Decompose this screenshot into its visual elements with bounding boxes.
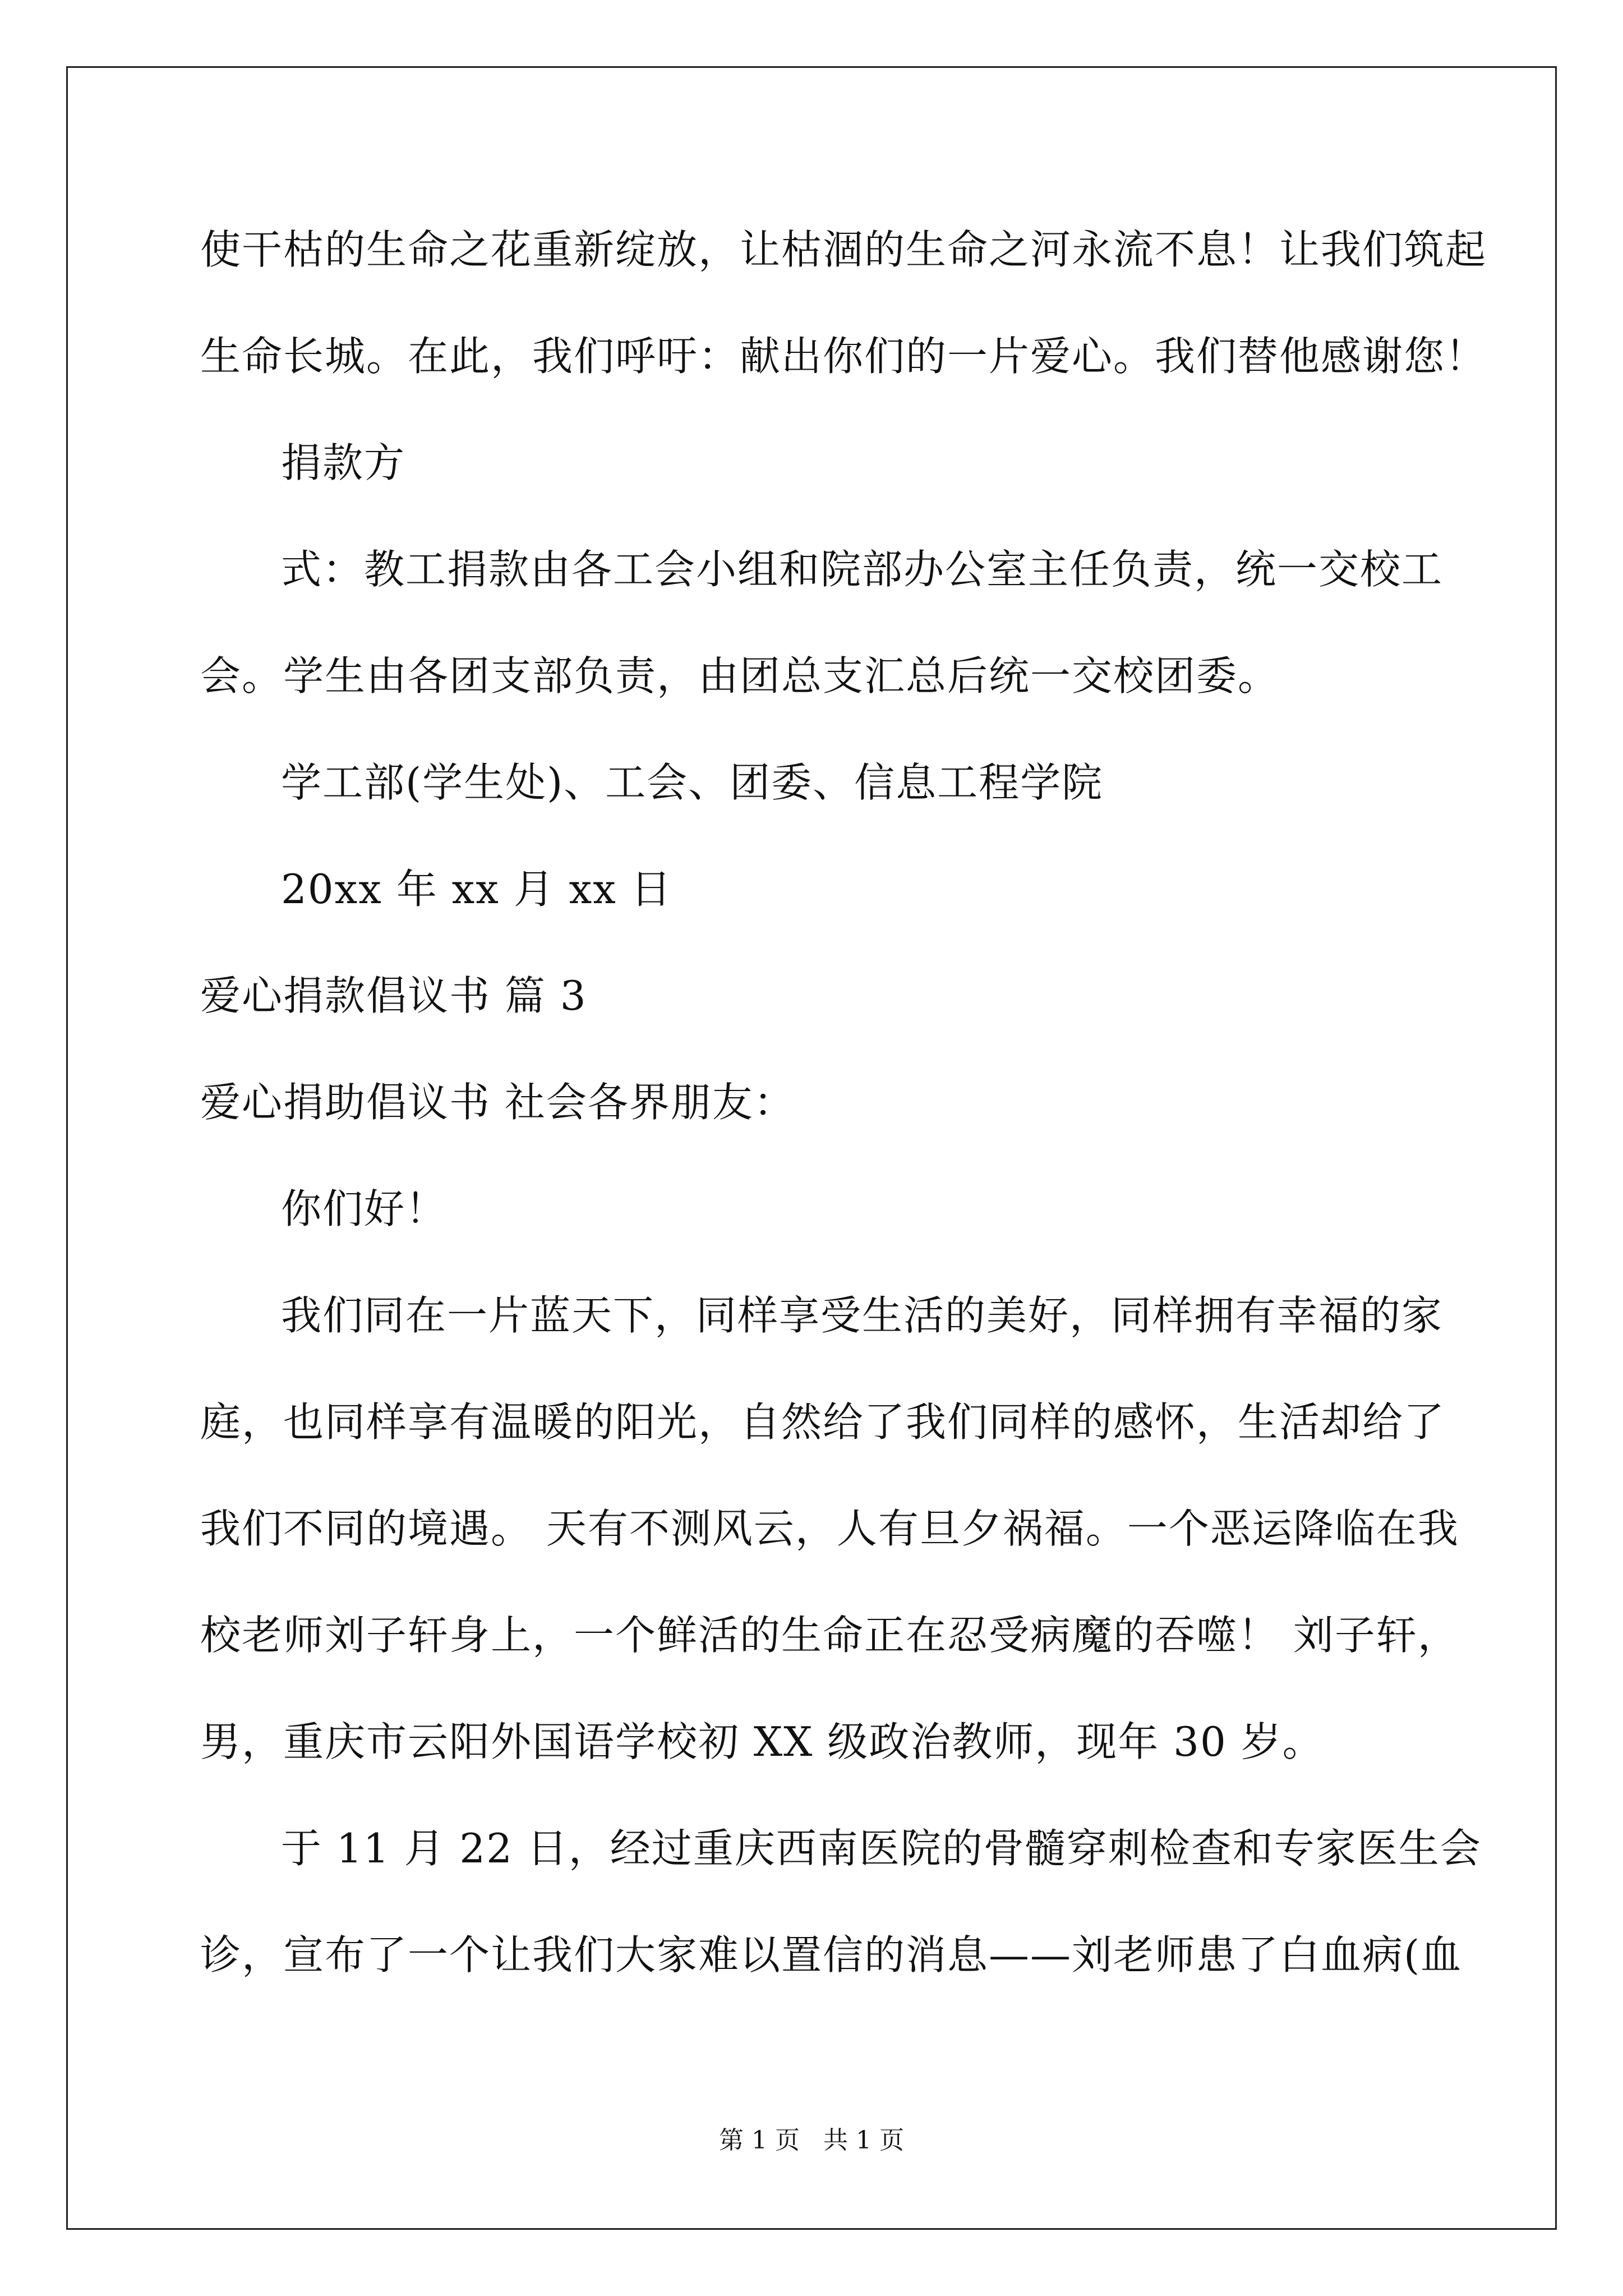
text-line-4: 式：教工捐款由各工会小组和院部办公室主任负责，统一交校工 [281,546,1444,593]
text-line-2: 生命长城。在此，我们呼吁：献出你们的一片爱心。我们替他感谢您！ [200,333,1487,380]
page-footer: 第 1 页 共 1 页 [719,2126,904,2155]
text-line-15: 男，重庆市云阳外国语学校初 XX 级政治教师，现年 30 岁。 [200,1718,1324,1765]
text-line-16: 于 11 月 22 日，经过重庆西南医院的骨髓穿刺检查和专家医生会 [281,1825,1482,1872]
greeting-line: 你们好！ [281,1185,448,1232]
page-border [66,66,1557,2230]
text-line-12: 庭，也同样享有温暖的阳光，自然给了我们同样的感怀，生活却给了 [200,1398,1446,1446]
text-line-5: 会。学生由各团支部负责，由团总支汇总后统一交校团委。 [200,652,1280,700]
text-line-13: 我们不同的境遇。 天有不测风云，人有旦夕祸福。一个恶运降临在我 [200,1505,1459,1552]
text-line-11: 我们同在一片蓝天下，同样享受生活的美好，同样拥有幸福的家 [281,1292,1444,1339]
text-line-3: 捐款方 [281,439,406,486]
text-line-9: 爱心捐助倡议书 社会各界朋友： [200,1079,795,1126]
text-line-14: 校老师刘子轩身上，一个鲜活的生命正在忍受病魔的吞噬！ 刘子轩， [200,1612,1459,1659]
text-line-1: 使干枯的生命之花重新绽放，让枯涸的生命之河永流不息！让我们筑起 [200,226,1487,273]
section-heading: 爱心捐款倡议书 篇 3 [200,972,587,1019]
text-line-6: 学工部(学生处)、工会、团委、信息工程学院 [281,759,1104,806]
text-line-17: 诊，宣布了一个让我们大家难以置信的消息——刘老师患了白血病(血 [200,1931,1463,1978]
text-line-7-date: 20xx 年 xx 月 xx 日 [281,866,672,913]
